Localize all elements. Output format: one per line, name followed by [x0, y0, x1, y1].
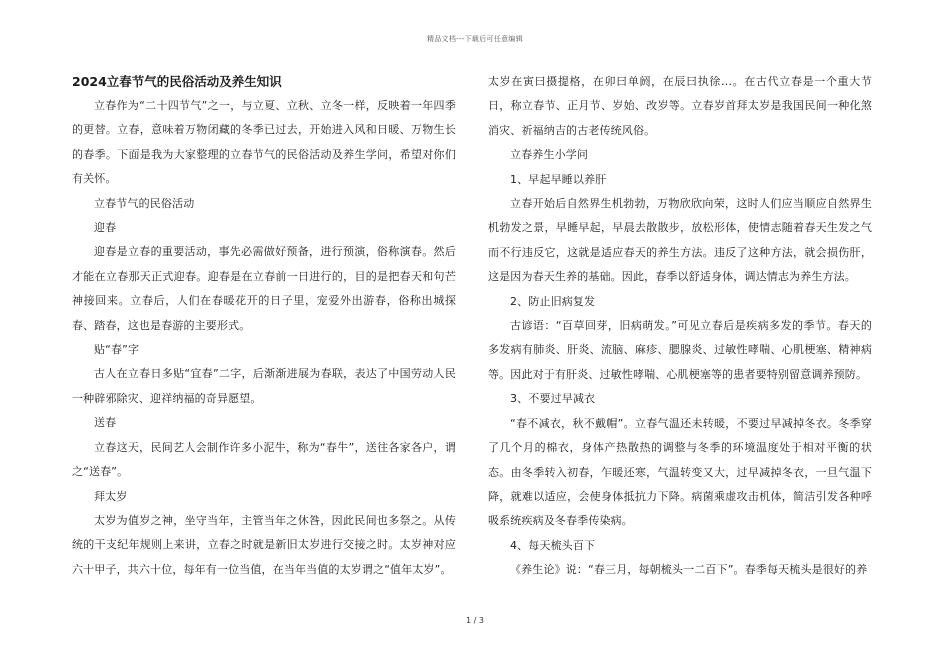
- intro-paragraph: 立春作为“二十四节气”之一，与立夏、立秋、立冬一样，反映着一年四季的更替。立春，意味着万物闭藏的冬季已过去，开始进入风和日暖、万物生长的春季。下面是我为大家整理的立春节气的民俗活动及养生学问，希望对你们有关怀。: [72, 99, 456, 186]
- paragraph-send-spring: 立春这天，民间艺人会制作许多小泥牛，称为“春牛”，送往各家各户，谓之“送春”。: [72, 440, 456, 479]
- paragraph-paste-spring: 古人在立春日多贴“宜春”二字，后渐渐进展为春联，表达了中国劳动人民一种辟邪除灾、迎祥纳福的奇异愿望。: [72, 367, 456, 405]
- page-header: 精品文档---下载后可任意编辑: [426, 35, 524, 43]
- subheading-comb-hair: 4、每天梳头百下: [510, 538, 596, 552]
- paragraph-welcome-spring: 迎春是立春的重要活动，事先必需做好预备，进行预演，俗称演春。然后才能在立春那天正式迎春。迎春是在立春前一日进行的，目的是把春天和句芒神接回来。立春后，人们在春暖花开的日子里，宠爱外出游春，俗称出城探春、踏春，这也是春游的主要形式。: [72, 245, 456, 332]
- page-number: 1 / 3: [466, 616, 484, 625]
- subheading-prevent-relapse: 2、防止旧病复发: [510, 294, 596, 308]
- document-title: 2024立春节气的民俗活动及养生知识: [72, 74, 282, 89]
- paragraph-keep-clothes: “春不减衣，秋不戴帽”。立春气温还未转暖，不要过早减掉冬衣。冬季穿了几个月的棉衣，身体产热散热的调整与冬季的环境温度处于相对平衡的状态。由冬季转入初春，乍暖还寒，气温转变又大，过早减掉冬衣，一旦气温下降，就难以适应，会使身体抵抗力下降。病菌乘虚攻击机体，简洁引发各种呼吸系统疾病及冬春季传染病。: [488, 416, 872, 528]
- section-heading-folk-activities: 立春节气的民俗活动: [94, 196, 195, 210]
- left-column: [72, 70, 456, 582]
- subheading-early-rise: 1、早起早睡以养肝: [510, 172, 607, 186]
- paragraph-early-rise: 立春开始后自然界生机勃勃，万物欣欣向荣，这时人们应当顺应自然界生机勃发之景，早睡早起，早晨去散散步，放松形体，使情志随着春天生发之气而不行违反它，这就是适应春天的养生方法。违反了这种方法，就会损伤肝，这是因为春天生养的基础。因此，春季以舒适身体，调达情志为养生方法。: [488, 197, 872, 284]
- subheading-paste-spring: 贴“春”字: [94, 343, 140, 357]
- right-column: [488, 70, 872, 583]
- paragraph-worship-taisui: 太岁为值岁之神，坐守当年，主管当年之休咎，因此民间也多祭之。从传统的干支纪年规则上来讲，立春之时就是新旧太岁进行交接之时。太岁神对应六十甲子，共六十位，每年有一位当值，在当年当值的太岁谓之“值年太岁”。: [72, 513, 456, 576]
- subheading-welcome-spring: 迎春: [94, 221, 117, 235]
- subheading-send-spring: 送春: [94, 416, 117, 430]
- section-heading-health-tips: 立春养生小学问: [510, 148, 589, 162]
- subheading-keep-clothes: 3、不要过早减衣: [510, 392, 596, 406]
- paragraph-prevent-relapse: 古谚语：“百草回芽，旧病萌发。”可见立春后是疾病多发的季节。春天的多发病有肺炎、肝炎、流脑、麻疹、腮腺炎、过敏性哮喘、心肌梗塞、精神病等。因此对于有肝炎、过敏性哮喘、心肌梗塞等的患者要特别留意调养预防。: [488, 319, 872, 381]
- subheading-worship-taisui: 拜太岁: [94, 489, 128, 503]
- paragraph-taisui-continued: 太岁在寅曰摄提格，在卯曰单阏，在辰曰执徐…。在古代立春是一个重大节日，称立春节、正月节、岁始、改岁等。立春岁首拜太岁是我国民间一种化煞消灾、祈福纳吉的古老传统风俗。: [488, 75, 872, 137]
- paragraph-comb-hair: 《养生论》说：“春三月，每朝梳头一二百下”。春季每天梳头是很好的养: [510, 563, 868, 577]
